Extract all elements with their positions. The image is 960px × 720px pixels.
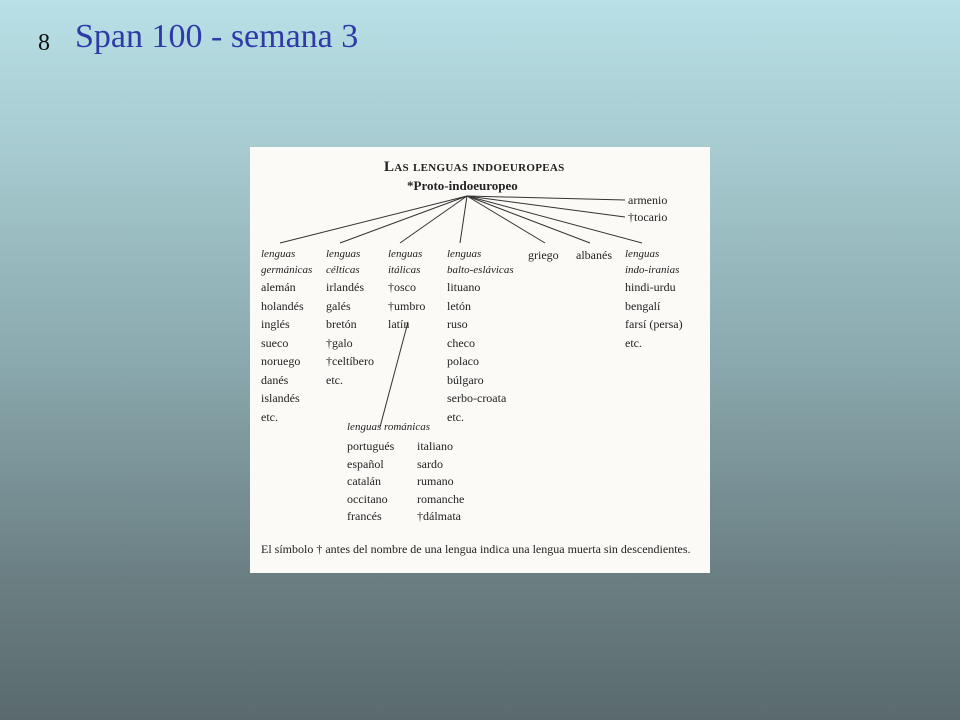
list-item: ruso — [447, 317, 468, 331]
root-node: *Proto-indoeuropeo — [407, 178, 518, 193]
branch-albanian — [576, 246, 612, 265]
list-item: irlandés — [326, 280, 364, 294]
language-tree-figure — [250, 147, 710, 573]
list-item: letón — [447, 298, 471, 313]
branch-header: germánicas — [261, 264, 313, 276]
list-item: inglés — [261, 317, 290, 331]
list-item: noruego — [261, 354, 301, 368]
romance-column-1 — [347, 438, 394, 526]
list-item: hindi-urdu — [625, 280, 676, 294]
branch-indo-iranian — [625, 246, 683, 352]
footnote: El símbolo † antes del nombre de una lengua indica una lengua muerta sin descendientes. — [261, 542, 691, 556]
list-item: etc. — [326, 372, 343, 387]
side-branch-armenio: armenio — [628, 193, 668, 207]
slide-number: 8 — [38, 30, 50, 56]
list-item: rumano — [417, 474, 454, 488]
list-item: catalán — [347, 474, 381, 488]
list-item: farsí (persa) — [625, 317, 683, 331]
branch-celtic — [326, 246, 374, 389]
branch-header: lenguas — [447, 248, 482, 260]
list-item: holandés — [261, 298, 304, 313]
side-branch-tocario: †tocario — [628, 210, 668, 224]
list-item: †dálmata — [417, 509, 461, 523]
list-item: †osco — [388, 280, 416, 294]
list-item: búlgaro — [447, 372, 484, 387]
list-item: checo — [447, 335, 475, 350]
branch-greek — [528, 246, 559, 265]
list-item: latín — [388, 317, 410, 331]
list-item: †galo — [326, 335, 353, 350]
branch-header: célticas — [326, 264, 360, 276]
list-item: romanche — [417, 491, 465, 506]
romance-column-2 — [417, 438, 464, 526]
branch-balto-slavic — [447, 246, 514, 426]
list-item: polaco — [447, 354, 479, 368]
list-item: occitano — [347, 491, 388, 506]
list-item: bengalí — [625, 298, 661, 313]
list-item: galés — [326, 298, 351, 313]
list-item: español — [347, 456, 384, 471]
branch-header: lenguas — [326, 248, 361, 260]
branch-header: albanés — [576, 248, 612, 262]
list-item: islandés — [261, 391, 300, 405]
branch-italic — [388, 246, 425, 334]
list-item: †umbro — [388, 298, 426, 313]
list-item: etc. — [261, 409, 278, 424]
romance-header: lenguas románicas — [347, 421, 431, 433]
branch-header: balto-eslávicas — [447, 264, 514, 276]
list-item: bretón — [326, 317, 357, 331]
branch-header: lenguas — [625, 248, 660, 260]
list-item: sueco — [261, 335, 289, 350]
list-item: serbo-croata — [447, 391, 507, 405]
list-item: alemán — [261, 280, 296, 294]
list-item: francés — [347, 509, 382, 523]
list-item: etc. — [625, 335, 642, 350]
list-item: portugués — [347, 439, 395, 453]
branch-header: griego — [528, 248, 559, 262]
list-item: italiano — [417, 439, 453, 453]
branch-germanic — [261, 246, 312, 426]
branch-header: lenguas — [261, 248, 296, 260]
list-item: lituano — [447, 280, 481, 294]
branch-header: lenguas — [388, 248, 423, 260]
branch-header: itálicas — [388, 264, 421, 276]
list-item: sardo — [417, 456, 443, 471]
list-item: danés — [261, 372, 289, 387]
figure-title: Las lenguas indoeuropeas — [384, 159, 565, 175]
slide-title: Span 100 - semana 3 — [75, 18, 359, 55]
branch-header: indo-iranias — [625, 264, 680, 276]
list-item: etc. — [447, 409, 464, 424]
list-item: †celtíbero — [326, 354, 374, 368]
